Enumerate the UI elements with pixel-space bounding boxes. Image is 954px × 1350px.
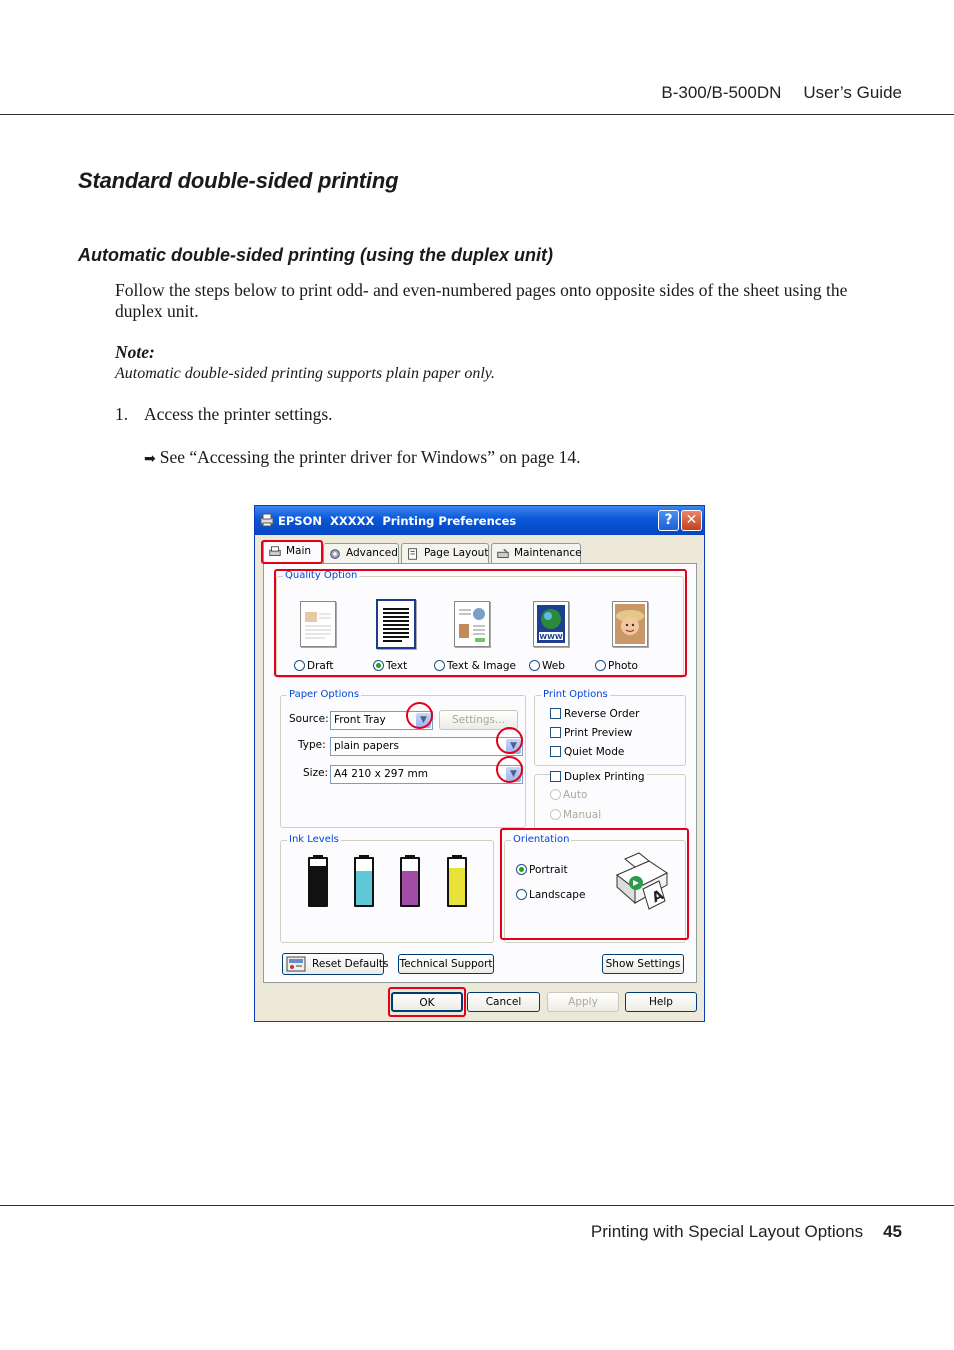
button-label: Reset Defaults [312, 958, 389, 970]
page-number: 45 [883, 1222, 902, 1241]
ink-cartridge-yellow [447, 857, 467, 907]
checkbox-box [550, 708, 561, 719]
dialog-title: EPSON XXXXX Printing Preferences [278, 514, 517, 528]
running-header [661, 83, 902, 103]
ink-cartridge-cyan [354, 857, 374, 907]
print-preview-checkbox[interactable] [550, 727, 632, 739]
radio-label: Photo [608, 660, 638, 672]
checkbox-label: Print Preview [564, 727, 633, 739]
tab-maintenance[interactable] [491, 543, 581, 563]
see-also-link[interactable]: See “Accessing the printer driver for Windows” on page 14. [159, 447, 581, 467]
radio-label: Text [386, 660, 408, 672]
tab-label: Advanced [346, 547, 398, 559]
svg-text:WWW: WWW [539, 633, 563, 641]
duplex-manual-radio[interactable] [550, 809, 601, 821]
highlight-ok-button [388, 987, 466, 1017]
arrow-right-icon: ➡ [144, 452, 156, 467]
highlight-type-dropdown [496, 727, 523, 754]
title-help-button[interactable]: ? [658, 510, 679, 531]
highlight-quality-option [274, 569, 687, 677]
chevron-down-icon[interactable]: ▼ [506, 767, 521, 782]
radio-label: Web [542, 660, 565, 672]
reset-defaults-button[interactable] [282, 953, 389, 975]
quiet-mode-checkbox[interactable] [550, 746, 624, 758]
help-button[interactable]: Help [625, 992, 697, 1012]
dialog-titlebar [255, 506, 704, 535]
advanced-icon [328, 547, 342, 561]
radio-label: Draft [307, 660, 334, 672]
size-select[interactable] [330, 765, 523, 784]
chevron-down-icon[interactable]: ▼ [416, 713, 431, 728]
group-label: Print Options [543, 689, 608, 700]
radio-label: Landscape [529, 889, 586, 901]
section-title: Standard double-sided printing [78, 168, 399, 193]
group-label: Quality Option [285, 570, 358, 581]
ok-button[interactable]: OK [391, 992, 463, 1012]
apply-button[interactable]: Apply [547, 992, 619, 1012]
note-text: Automatic double-sided printing supports plain paper only. [115, 365, 495, 382]
ink-fill [402, 871, 418, 906]
page-footer [591, 1222, 902, 1242]
size-label: Size: [303, 767, 329, 779]
group-label: Paper Options [289, 689, 360, 700]
highlight-size-dropdown [496, 756, 523, 783]
ink-fill [356, 871, 372, 906]
page-layout-icon [406, 547, 420, 561]
chevron-down-icon[interactable]: ▼ [506, 739, 521, 754]
radio-label: Portrait [529, 864, 568, 876]
radio-label: Text & Image [447, 660, 516, 672]
radio-label: Auto [563, 789, 588, 801]
ink-cartridge-magenta [400, 857, 420, 907]
chapter-title: Printing with Special Layout Options [590, 1222, 864, 1241]
model-name: B-300/B-500DN [661, 83, 782, 102]
highlight-source-dropdown [406, 702, 433, 729]
radio-dot [550, 789, 561, 800]
tab-label: Main [286, 545, 312, 557]
see-also [144, 447, 581, 470]
step-number: 1. [115, 404, 129, 424]
group-label: Orientation [513, 834, 570, 845]
checkbox-label: Quiet Mode [564, 746, 625, 758]
radio-label: Manual [563, 809, 602, 821]
footer-rule [0, 1205, 954, 1206]
checkbox-box [550, 746, 561, 757]
combo-value: Front Tray [334, 714, 386, 726]
duplex-printing-checkbox[interactable] [550, 771, 647, 783]
tab-page-layout[interactable] [401, 543, 489, 563]
svg-text:A: A [649, 887, 667, 907]
subsection-title: Automatic double-sided printing (using the duplex unit) [78, 245, 553, 265]
printer-icon [259, 512, 275, 528]
step-1 [115, 404, 333, 425]
guide-name: User’s Guide [803, 83, 902, 102]
radio-dot [550, 809, 561, 820]
ink-levels-group [280, 834, 494, 943]
ink-fill [449, 868, 465, 905]
tab-advanced[interactable] [323, 543, 399, 563]
intro-paragraph: Follow the steps below to print odd- and even-numbered pages onto opposite sides of the sheet using the duplex unit. [115, 280, 848, 321]
ink-fill [310, 866, 326, 905]
tab-label: Maintenance [514, 547, 582, 559]
ink-cartridge-black [308, 857, 328, 907]
paper-settings-button[interactable]: Settings... [439, 710, 518, 730]
step-text: Access the printer settings. [144, 404, 333, 424]
paper-options-group [280, 689, 526, 828]
header-rule [0, 114, 954, 115]
title-close-button[interactable]: ✕ [681, 510, 702, 531]
show-settings-button[interactable]: Show Settings [602, 954, 684, 974]
highlight-main-tab [261, 540, 323, 564]
checkbox-box [550, 727, 561, 738]
checkbox-label: Duplex Printing [564, 771, 645, 783]
printing-preferences-dialog [254, 505, 705, 1022]
type-select[interactable] [330, 737, 523, 756]
highlight-orientation [500, 828, 689, 940]
maintenance-icon [496, 547, 510, 561]
cancel-button[interactable]: Cancel [467, 992, 540, 1012]
tab-label: Page Layout [424, 547, 489, 559]
group-label: Ink Levels [289, 834, 339, 845]
duplex-group [534, 771, 686, 829]
reverse-order-checkbox[interactable] [550, 708, 639, 720]
technical-support-button[interactable]: Technical Support [398, 954, 494, 974]
checkbox-box [550, 771, 561, 782]
reset-icon [286, 956, 306, 972]
duplex-auto-radio[interactable] [550, 789, 587, 801]
type-label: Type: [298, 739, 326, 751]
combo-value: A4 210 x 297 mm [334, 768, 428, 780]
note-label: Note: [115, 342, 155, 362]
checkbox-label: Reverse Order [564, 708, 640, 720]
print-options-group [534, 689, 686, 766]
combo-value: plain papers [334, 740, 399, 752]
source-label: Source: [289, 713, 329, 725]
